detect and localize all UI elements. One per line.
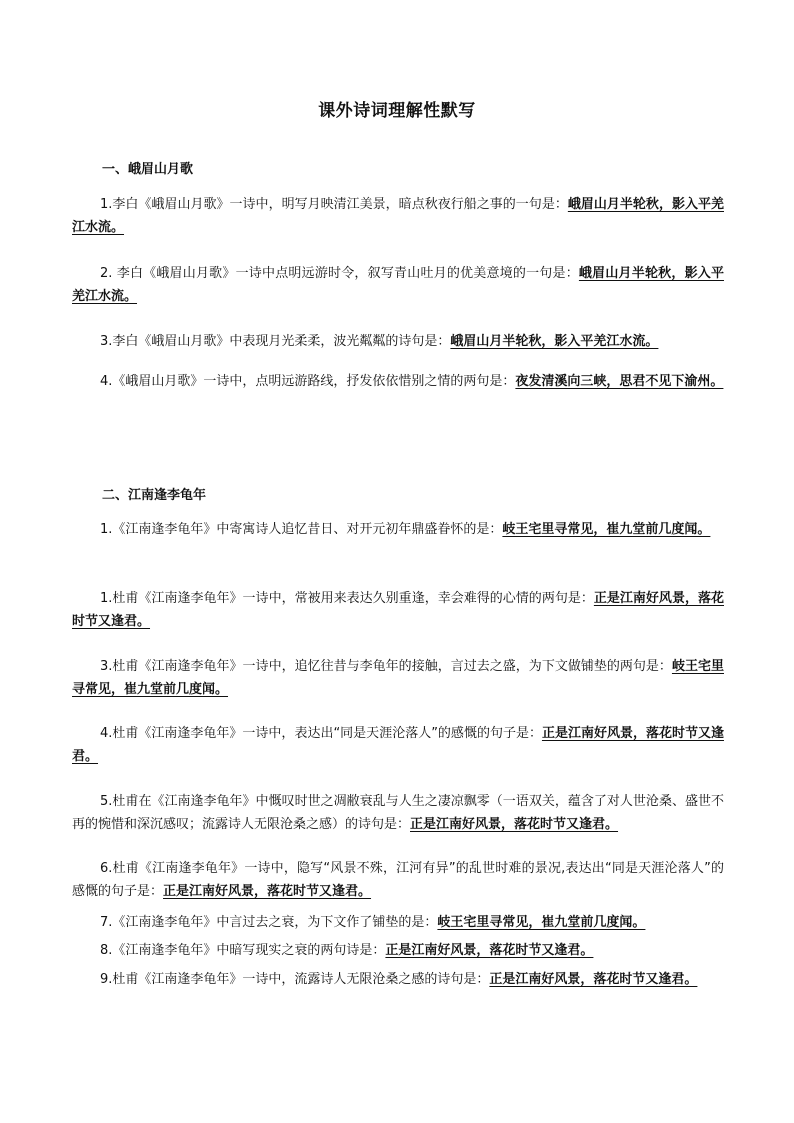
question-text: 4.杜甫《江南逢李龟年》一诗中，表达出“同是天涯沦落人”的感慨的句子是： [100, 726, 542, 741]
question-item [72, 939, 724, 962]
answer-text: 峨眉山月半轮秋，影入平羌江水流。 [72, 197, 724, 235]
answer-text: 正是江南好风景，落花时节又逢君。 [163, 884, 372, 899]
question-item [72, 370, 724, 393]
answer-text: 正是江南好风景，落花时节又逢君。 [72, 591, 724, 629]
question-text: 9.杜甫《江南逢李龟年》一诗中，流露诗人无限沧桑之感的诗句是： [100, 972, 490, 987]
question-item [72, 193, 724, 239]
question-item [72, 518, 724, 541]
question-text: 2. 李白《峨眉山月歌》一诗中点明远游时令，叙写青山吐月的优美意境的一句是： [100, 266, 579, 281]
question-text: 4.《峨眉山月歌》一诗中，点明远游路线，抒发依依惜别之情的两句是： [100, 374, 516, 389]
answer-text: 岐王宅里寻常见，崔九堂前几度闻。 [437, 915, 646, 930]
question-text: 1.李白《峨眉山月歌》一诗中，明写月映清江美景，暗点秋夜行船之事的一句是： [100, 197, 568, 212]
page-title: 课外诗词理解性默写 [318, 101, 476, 121]
question-text: 5.杜甫在《江南逢李龟年》中慨叹时世之凋敝衰乱与人生之凄凉飘零（一语双关，蕴含了对人世沧桑、盛世不再的惋惜和深沉感叹；流露诗人无限沧桑之感）的诗句是： [72, 794, 724, 832]
question-item [72, 911, 724, 934]
question-item [72, 587, 724, 633]
question-item [72, 790, 724, 836]
answer-text: 峨眉山月半轮秋，影入平羌江水流。 [72, 266, 724, 304]
question-text: 6.杜甫《江南逢李龟年》一诗中，隐写“风景不殊，江河有异”的乱世时难的景况,表达出“同是天涯沦落人”的感慨的句子是： [72, 861, 724, 899]
answer-text: 正是江南好风景，落花时节又逢君。 [410, 817, 619, 832]
question-text: 1.《江南逢李龟年》中寄寓诗人追忆昔日、对开元初年鼎盛眷怀的是： [100, 522, 503, 537]
question-item [72, 655, 724, 701]
answer-text: 岐王宅里寻常见，崔九堂前几度闻。 [72, 659, 724, 697]
question-text: 8.《江南逢李龟年》中暗写现实之衰的两句诗是： [100, 943, 386, 958]
answer-text: 岐王宅里寻常见，崔九堂前几度闻。 [502, 522, 711, 537]
question-text: 7.《江南逢李龟年》中言过去之衰，为下文作了铺垫的是： [100, 915, 438, 930]
question-item [72, 968, 724, 991]
question-text: 1.杜甫《江南逢李龟年》一诗中，常被用来表达久别重逢，幸会难得的心情的两句是： [100, 591, 594, 606]
answer-text: 正是江南好风景，落花时节又逢君。 [385, 943, 594, 958]
answer-text: 峨眉山月半轮秋，影入平羌江水流。 [450, 334, 659, 349]
question-item [72, 262, 724, 308]
question-item [72, 722, 724, 768]
answer-text: 正是江南好风景，落花时节又逢君。 [72, 726, 724, 764]
section-heading-2: 二、江南逢李龟年 [102, 488, 207, 503]
answer-text: 夜发清溪向三峡，思君不见下渝州。 [515, 374, 724, 389]
question-item [72, 330, 724, 353]
answer-text: 正是江南好风景，落花时节又逢君。 [489, 972, 698, 987]
question-text: 3.杜甫《江南逢李龟年》一诗中，追忆往昔与李龟年的接触，言过去之盛，为下文做铺垫的两句是： [100, 659, 672, 674]
question-text: 3.李白《峨眉山月歌》中表现月光柔柔，波光粼粼的诗句是： [100, 334, 451, 349]
section-heading-1: 一、峨眉山月歌 [102, 162, 194, 177]
question-item [72, 857, 724, 903]
